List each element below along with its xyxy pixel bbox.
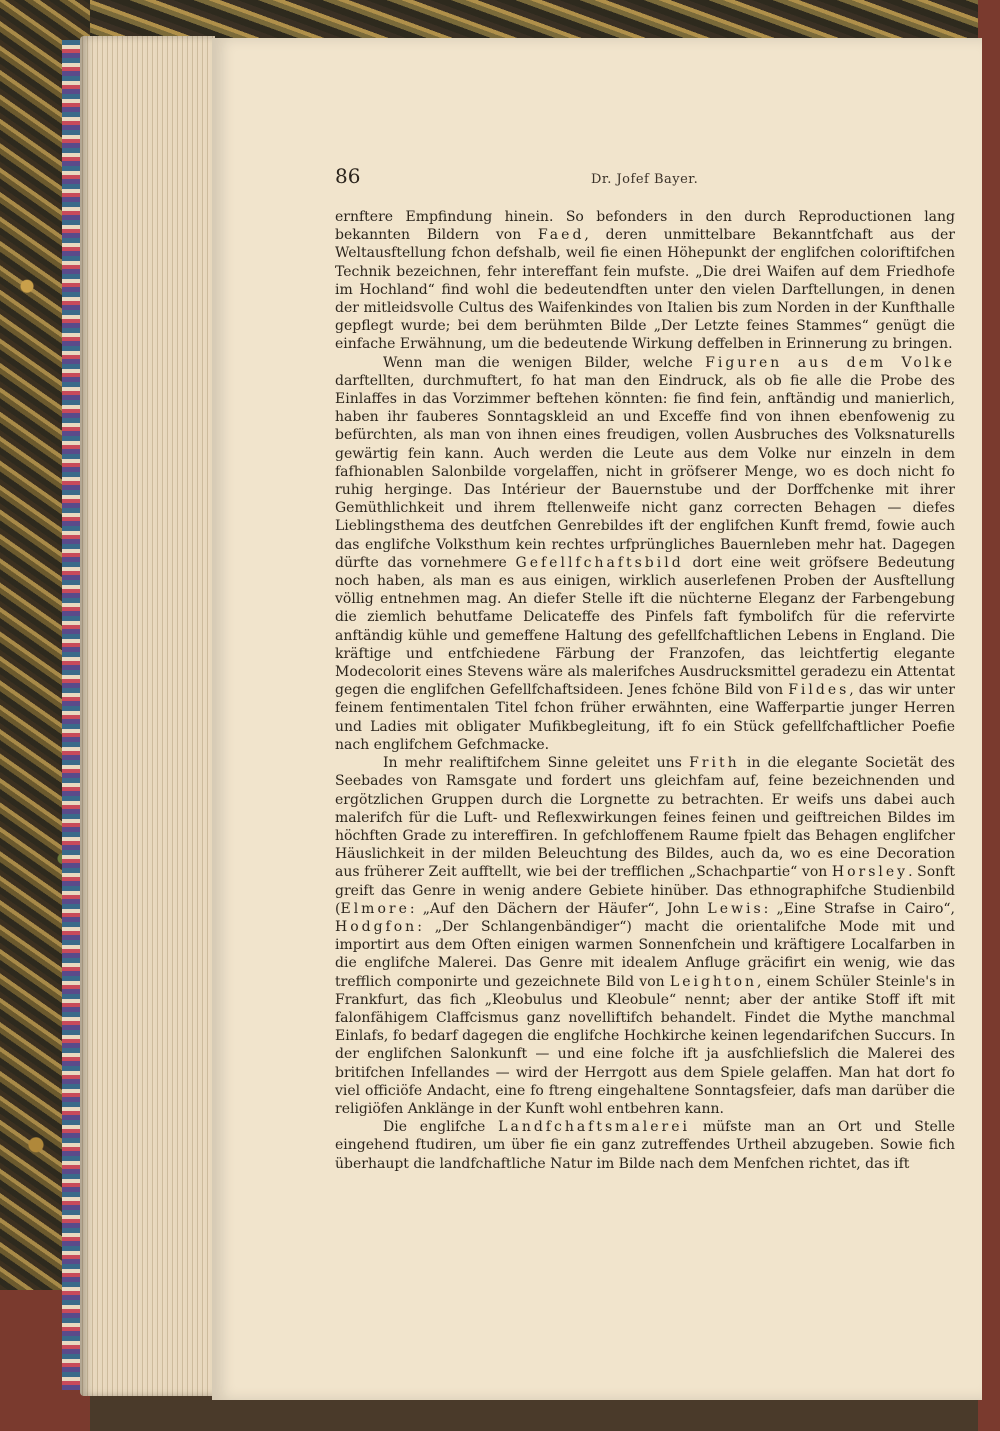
text-segment: : „Auf den Dächern der Häufer“, John bbox=[409, 900, 708, 917]
spaced-name: Leighton bbox=[669, 973, 758, 990]
spaced-name: Lewis bbox=[707, 900, 764, 917]
spaced-name: Elmore bbox=[340, 900, 410, 917]
text-segment: Die englifche bbox=[383, 1119, 499, 1136]
body-text bbox=[335, 208, 955, 1173]
paragraph bbox=[335, 754, 955, 1118]
text-segment: , das wir unter feinem fentimentalen Titel fchon früher erwähnten, eine Wafferpartie junger Herren und Ladies mit obligater Mufikbegleitung, ift fo ein Stück gefellfchaftlicher Poefie nach englifchem Gefchmacke. bbox=[335, 682, 956, 753]
marbled-cover-top bbox=[90, 0, 1000, 40]
text-segment: Wenn man die wenigen Bilder, welche bbox=[383, 354, 706, 371]
spaced-name: Landfchaftsmalerei bbox=[498, 1119, 691, 1136]
page-edges bbox=[80, 36, 215, 1396]
page-header bbox=[335, 164, 955, 194]
spaced-name: Horsley bbox=[831, 864, 909, 881]
marbled-endpaper bbox=[62, 40, 82, 1390]
text-segment: : „Eine Strafse in Cairo“, bbox=[763, 900, 956, 917]
paragraph bbox=[335, 1118, 955, 1173]
running-head: Dr. Jofef Bayer. bbox=[591, 172, 699, 187]
spaced-name: Figuren aus dem Volke bbox=[705, 354, 955, 371]
text-segment: in die elegante Societät des Seebades von Ramsgate und fordert uns gleichfam auf, feine bezeichnenden und ergötzlichen Gruppen durch die Lorgnette zu betrachten. Er weifs uns dabei auch malerifch für die Luft- und Reflexwirkungen feines feinen und geiftreichen Bildes im höchften Grade zu intereffiren. In gefchloffenem Raume fpielt das Behagen englifcher Häuslichkeit in der milden Beleuchtung des Bildes, auch da, wo es eine Decoration aus früherer Zeit aufftellt, wie bei der trefflichen „Schachpartie“ von bbox=[335, 755, 955, 881]
text-segment: . Sonft greift das Genre in wenig andere Gebiete hinüber. Das ethnographifche Studienbild ( bbox=[335, 864, 955, 917]
text-segment: müfste man an Ort und Stelle eingehend ftudiren, um über fie ein ganz zutreffendes Urtheil abzugeben. Sowie fich überhaupt die landfchaftliche Natur im Bilde nach dem Menfchen richtet, das ift bbox=[335, 1119, 956, 1172]
spaced-name: Fildes bbox=[788, 682, 850, 699]
page-number: 86 bbox=[335, 164, 361, 188]
text-segment: , deren unmittelbare Bekanntfchaft aus der Weltausftellung fchon defshalb, weil fie einen Höhepunkt der englifchen coloriftifchen Technik bezeichnen, fehr intereffant fein mufste. „Die drei Waifen auf dem Friedhofe im Hochland“ find wohl die bedeutendften unter den vielen Darftellungen, in denen der mitleidsvolle Cultus des Waifenkindes von Italien bis zum Norden in der Kunfthalle gepflegt wurde; bei dem berühmten Bilde „Der Letzte feines Stammes“ genügt die einfache Erwähnung, um die bedeutende Wirkung deffelben in Erinnerung zu bringen. bbox=[335, 227, 955, 353]
text-segment: In mehr realiftifchem Sinne geleitet uns bbox=[383, 755, 690, 772]
spaced-name: Hodgfon bbox=[335, 918, 418, 935]
text-segment: , einem Schüler Steinle's in Frankfurt, das fich „Kleobulus und Kleobule“ nennt; aber der antike Stoff ift mit falonfähigem Claffcismus ganz novelliftifch behandelt. Findet die Mythe manchmal Einlafs, fo bedarf dagegen die englifche Hochkirche keinen legendarifchen Succurs. In der englifchen Salonkunft — und eine folche ift ja ausfchliefslich die Malerei des britifchen Infellandes — wird der Herrgott aus dem Spiele gelaffen. Man hat dort fo viel officiöfe Andacht, eine fo ftreng eingehaltene Sonntagsfeier, dafs man darüber die religiöfen Anklänge in der Kunft wohl entbehren kann. bbox=[335, 973, 956, 1117]
paragraph bbox=[335, 354, 955, 754]
spaced-name: Faed bbox=[538, 227, 585, 244]
text-segment: dort eine weit gröfsere Bedeutung noch haben, als man es aus einigen, wirklich auserlefenen Proben der Ausftellung völlig entnehmen mag. An diefer Stelle ift die nüchterne Eleganz der Farbengebung die ziemlich behutfame Delicateffe des Pinfels faft fymbolifch für die refervirte anftändig kühle und gemeffene Haltung des gefellfchaftlichen Lebens in England. Die kräftige und entfchiedene Färbung der Franzofen, das leichtfertig elegante Modecolorit eines Stevens wäre als malerifches Ausdrucksmittel geradezu ein Attentat gegen die englifchen Gefellfchaftsideen. Jenes fchöne Bild von bbox=[335, 554, 955, 699]
text-segment: darftellten, durchmuftert, fo hat man den Eindruck, als ob fie alle die Probe des Einlaffes in das Vorzimmer beftehen könnten: fie find fein, anftändig und manierlich, haben ihr fauberes Sonntagskleid an und Exceffe find von ihnen ebenfowenig zu befürchten, als man von ihnen eines freudigen, vollen Ausbruches des Volksnaturells gewärtig fein kann. Auch werden die Leute aus dem Volke nur einzeln in dem fafhionablen Salonbilde vorgelaffen, nicht in gröfserer Menge, wo es doch nicht fo ruhig herginge. Das Intérieur der Bauernstube und der Dorffchenke mit ihrer Gemüthlichkeit und ihrem ftellenweife nicht ganz correcten Behagen — diefes Lieblingsthema des deutfchen Genrebildes ift der englifchen Kunft fremd, fowie auch das englifche Volksthum kein rechtes urfprüngliches Bauernleben mehr hat. Dagegen dürfte das vornehmere bbox=[335, 372, 955, 571]
text-segment: : „Der Schlangenbändiger“) macht die orientalifche Mode mit und importirt aus dem Often einigen warmen Sonnenfchein und kräftigere Localfarben in die englifche Malerei. Das Genre mit idealem Anfluge gräcifirt ein wenig, wie das trefflich componirte und gezeichnete Bild von bbox=[335, 918, 955, 990]
spaced-name: Gefellfchaftsbild bbox=[515, 554, 684, 571]
spaced-name: Frith bbox=[689, 755, 740, 772]
text-segment: ernftere Empfindung hinein. So befonders in den durch Reproductionen lang bekannten Bildern von bbox=[335, 209, 955, 244]
paragraph bbox=[335, 208, 955, 354]
